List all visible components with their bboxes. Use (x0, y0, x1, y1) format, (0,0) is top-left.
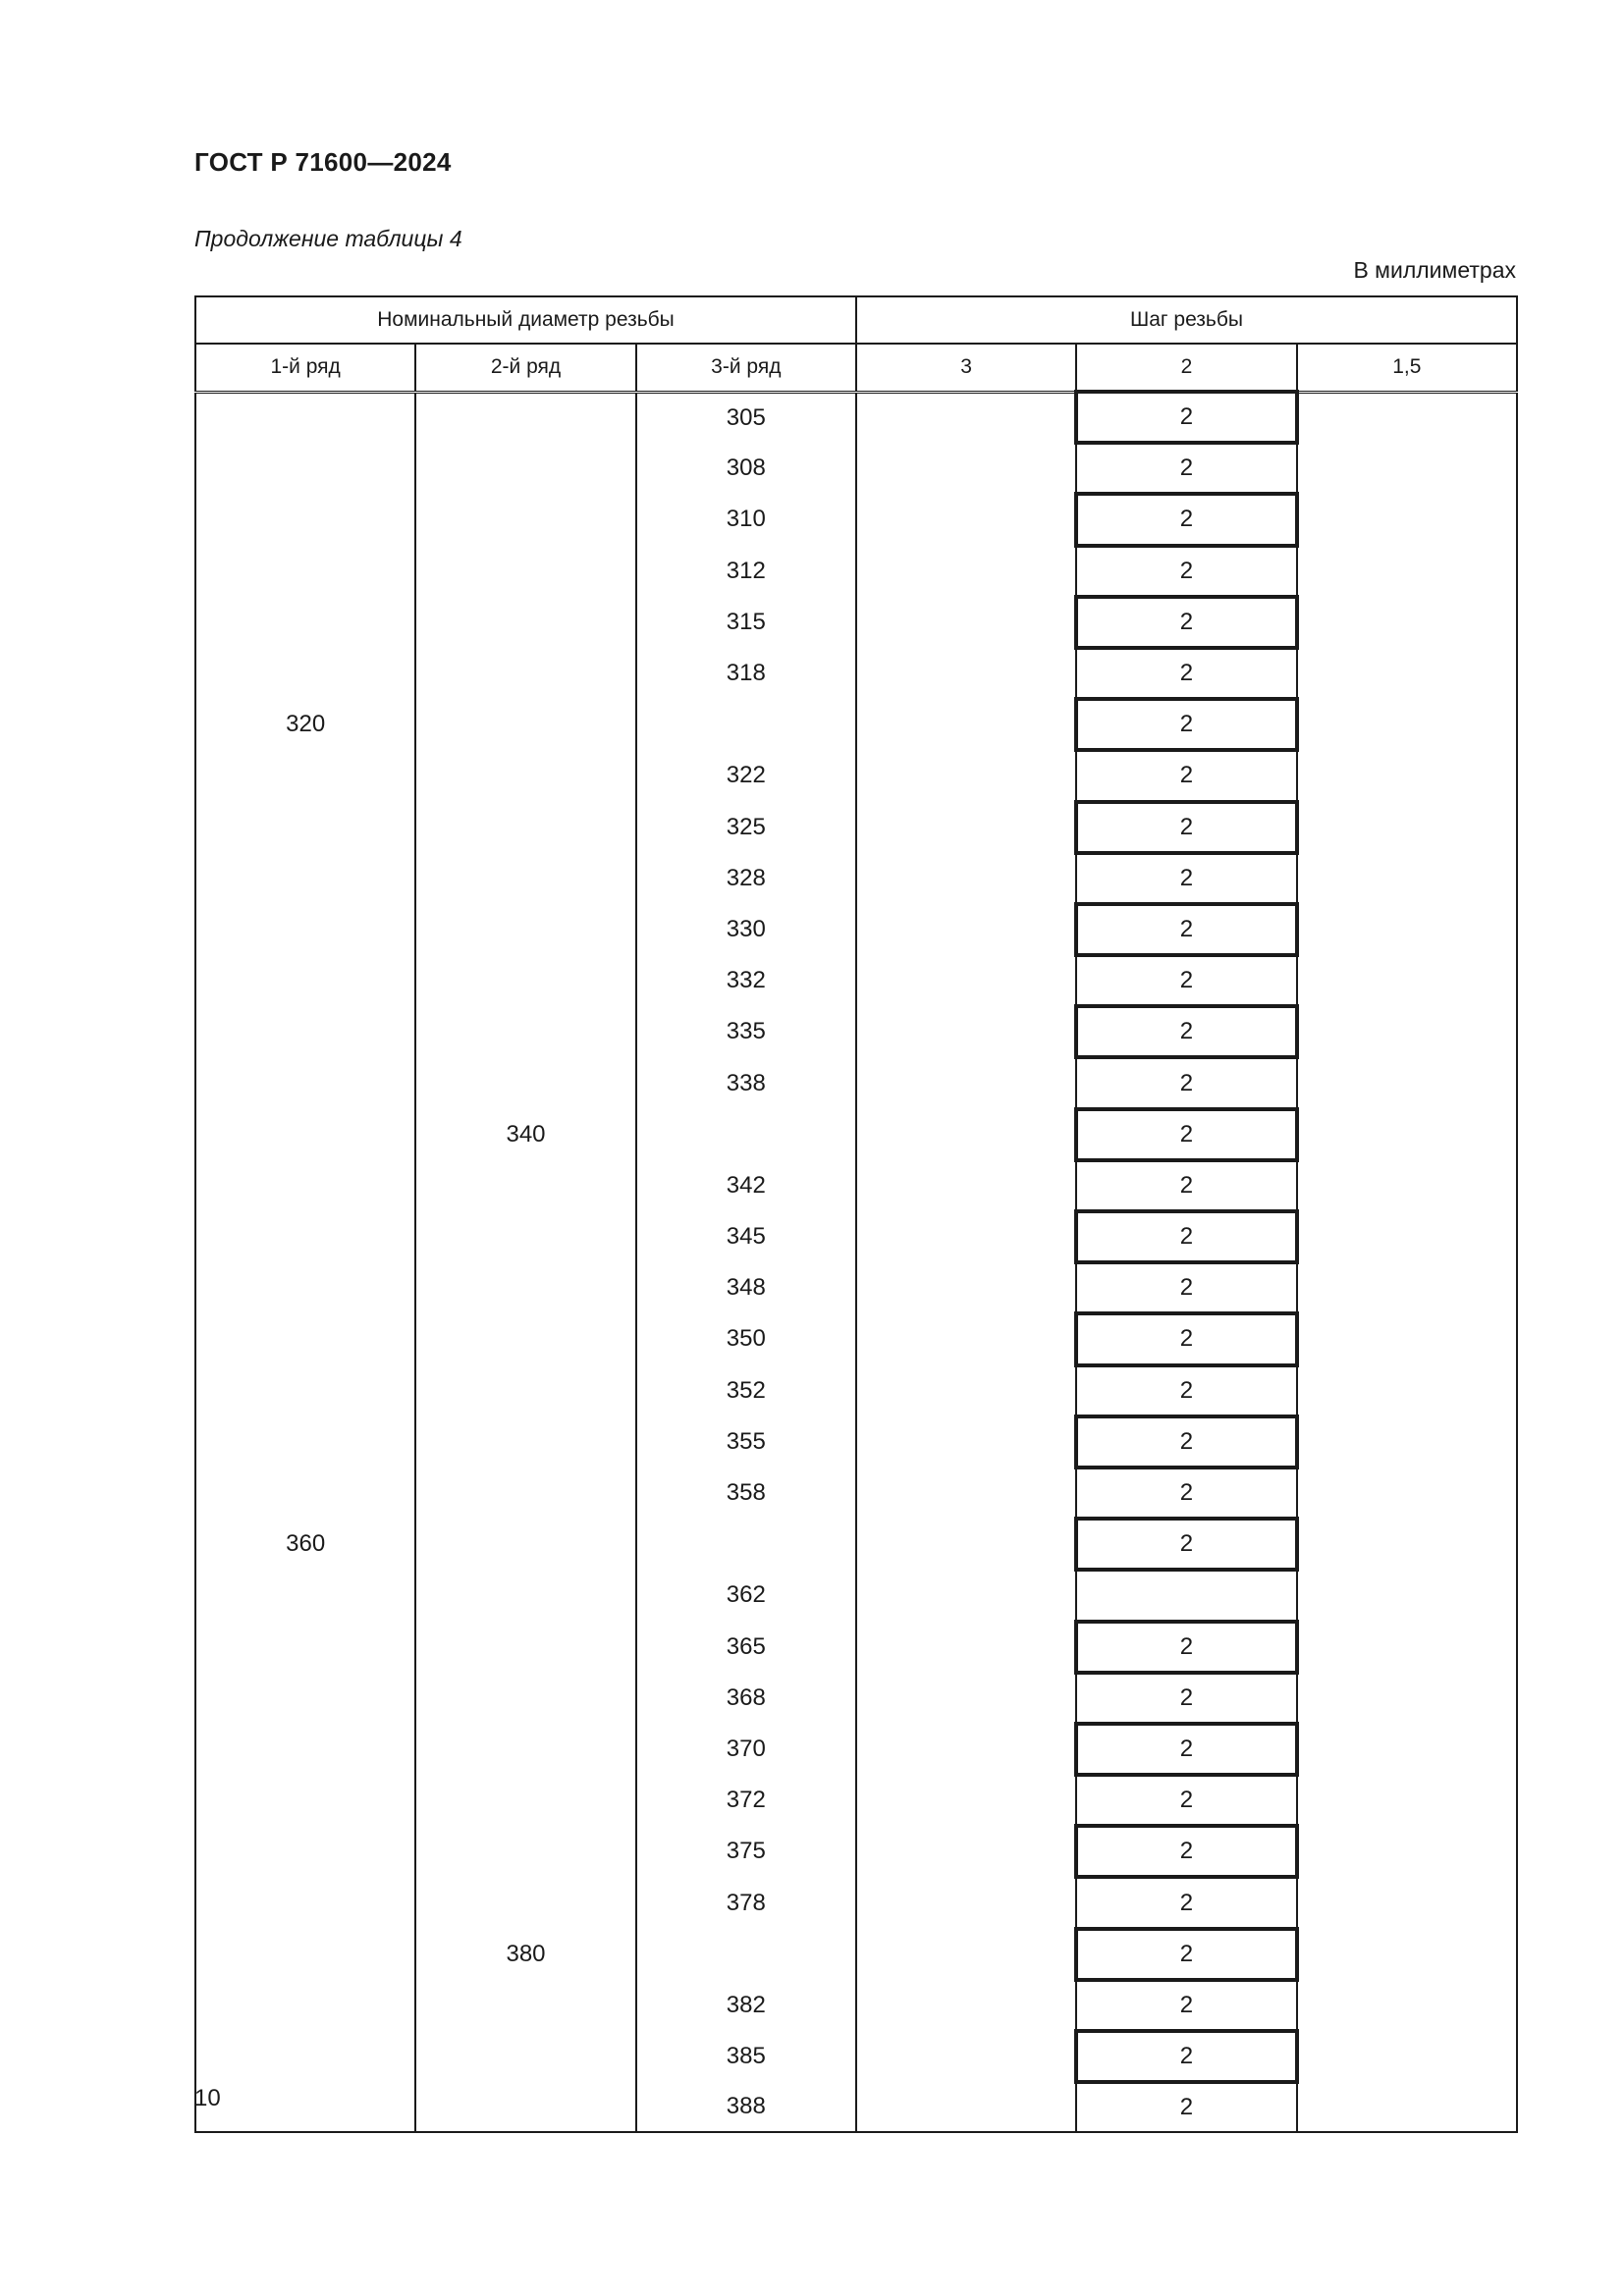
page-number: 10 (194, 2085, 221, 2111)
cell-row-3: 348 (636, 1262, 856, 1313)
cell-pitch-3 (856, 494, 1076, 545)
cell-row-2 (415, 1211, 635, 1262)
cell-row-1 (195, 1313, 415, 1364)
cell-pitch-2: 2 (1076, 1468, 1296, 1519)
cell-pitch-1-5 (1297, 955, 1517, 1006)
cell-row-3: 308 (636, 443, 856, 494)
cell-pitch-2: 2 (1076, 392, 1296, 443)
units-note: В миллиметрах (1353, 257, 1516, 283)
cell-pitch-3 (856, 1057, 1076, 1108)
cell-pitch-3 (856, 546, 1076, 597)
cell-row-1: 320 (195, 699, 415, 750)
cell-pitch-1-5 (1297, 1724, 1517, 1775)
cell-pitch-2: 2 (1076, 1313, 1296, 1364)
document-code: ГОСТ Р 71600—2024 (194, 147, 452, 177)
cell-row-1 (195, 1365, 415, 1416)
cell-row-2: 340 (415, 1109, 635, 1160)
table-row (195, 2031, 1517, 2082)
cell-pitch-1-5 (1297, 1570, 1517, 1621)
table-row (195, 2082, 1517, 2132)
cell-row-1 (195, 1929, 415, 1980)
cell-pitch-1-5 (1297, 1211, 1517, 1262)
cell-row-1 (195, 1877, 415, 1928)
cell-row-2 (415, 1160, 635, 1211)
cell-row-1 (195, 1006, 415, 1057)
cell-pitch-2: 2 (1076, 648, 1296, 699)
table-row (195, 1724, 1517, 1775)
cell-row-1 (195, 392, 415, 443)
cell-pitch-3 (856, 1211, 1076, 1262)
cell-row-2 (415, 597, 635, 648)
cell-row-1 (195, 1570, 415, 1621)
cell-pitch-3 (856, 1724, 1076, 1775)
cell-pitch-3 (856, 1673, 1076, 1724)
cell-pitch-1-5 (1297, 699, 1517, 750)
cell-row-2 (415, 1826, 635, 1877)
cell-row-2 (415, 494, 635, 545)
table-row (195, 1160, 1517, 1211)
cell-row-2 (415, 392, 635, 443)
cell-row-3: 355 (636, 1416, 856, 1468)
cell-pitch-1-5 (1297, 1057, 1517, 1108)
cell-pitch-2: 2 (1076, 1673, 1296, 1724)
cell-row-3: 345 (636, 1211, 856, 1262)
cell-row-3: 375 (636, 1826, 856, 1877)
cell-pitch-2: 2 (1076, 443, 1296, 494)
cell-pitch-1-5 (1297, 802, 1517, 853)
cell-row-2 (415, 904, 635, 955)
cell-row-3: 358 (636, 1468, 856, 1519)
cell-row-2 (415, 1570, 635, 1621)
cell-row-1 (195, 1468, 415, 1519)
table-row (195, 494, 1517, 545)
cell-row-2 (415, 1877, 635, 1928)
cell-row-2 (415, 443, 635, 494)
cell-row-2 (415, 1057, 635, 1108)
cell-row-2 (415, 1622, 635, 1673)
cell-pitch-3 (856, 1980, 1076, 2031)
table-row (195, 1416, 1517, 1468)
cell-row-2 (415, 1262, 635, 1313)
cell-row-1 (195, 1262, 415, 1313)
cell-row-1 (195, 955, 415, 1006)
cell-row-2 (415, 1519, 635, 1570)
cell-row-2 (415, 1006, 635, 1057)
table-column-header-row (195, 344, 1517, 392)
cell-pitch-3 (856, 1877, 1076, 1928)
table-row (195, 802, 1517, 853)
cell-pitch-2: 2 (1076, 1416, 1296, 1468)
cell-pitch-3 (856, 2031, 1076, 2082)
cell-pitch-2: 2 (1076, 1211, 1296, 1262)
cell-row-3: 388 (636, 2082, 856, 2132)
cell-pitch-2: 2 (1076, 1929, 1296, 1980)
column-header-row-1: 1-й ряд (195, 344, 415, 392)
cell-pitch-3 (856, 699, 1076, 750)
cell-row-3: 332 (636, 955, 856, 1006)
cell-row-2 (415, 1365, 635, 1416)
cell-pitch-2: 2 (1076, 1980, 1296, 2031)
cell-row-1 (195, 1211, 415, 1262)
cell-row-1 (195, 1673, 415, 1724)
cell-pitch-1-5 (1297, 1109, 1517, 1160)
column-header-pitch-1-5: 1,5 (1297, 344, 1517, 392)
group-header-thread-pitch: Шаг резьбы (856, 296, 1517, 344)
cell-pitch-3 (856, 1468, 1076, 1519)
cell-pitch-3 (856, 904, 1076, 955)
cell-pitch-3 (856, 1622, 1076, 1673)
cell-row-1 (195, 443, 415, 494)
cell-pitch-1-5 (1297, 648, 1517, 699)
cell-row-3: 350 (636, 1313, 856, 1364)
cell-row-3: 352 (636, 1365, 856, 1416)
cell-pitch-1-5 (1297, 904, 1517, 955)
cell-row-3 (636, 699, 856, 750)
cell-row-3: 305 (636, 392, 856, 443)
cell-pitch-2: 2 (1076, 904, 1296, 955)
table-row (195, 1570, 1517, 1621)
cell-pitch-3 (856, 1416, 1076, 1468)
cell-pitch-1-5 (1297, 750, 1517, 801)
cell-pitch-1-5 (1297, 1468, 1517, 1519)
table-row (195, 1775, 1517, 1826)
table-row (195, 1673, 1517, 1724)
table-row (195, 1622, 1517, 1673)
cell-pitch-2: 2 (1076, 1160, 1296, 1211)
cell-pitch-2: 2 (1076, 2082, 1296, 2132)
cell-row-3: 362 (636, 1570, 856, 1621)
cell-pitch-3 (856, 1313, 1076, 1364)
cell-pitch-1-5 (1297, 1313, 1517, 1364)
cell-pitch-3 (856, 955, 1076, 1006)
cell-pitch-3 (856, 1929, 1076, 1980)
cell-pitch-1-5 (1297, 1006, 1517, 1057)
cell-pitch-2: 2 (1076, 1622, 1296, 1673)
cell-row-3: 322 (636, 750, 856, 801)
cell-pitch-1-5 (1297, 546, 1517, 597)
cell-pitch-2 (1076, 1570, 1296, 1621)
cell-pitch-2: 2 (1076, 1877, 1296, 1928)
column-header-row-2: 2-й ряд (415, 344, 635, 392)
cell-pitch-1-5 (1297, 1673, 1517, 1724)
cell-pitch-3 (856, 1775, 1076, 1826)
cell-row-2 (415, 648, 635, 699)
cell-pitch-2: 2 (1076, 1365, 1296, 1416)
cell-row-3: 325 (636, 802, 856, 853)
cell-pitch-3 (856, 1519, 1076, 1570)
cell-row-2 (415, 1775, 635, 1826)
cell-pitch-3 (856, 2082, 1076, 2132)
cell-pitch-3 (856, 1262, 1076, 1313)
cell-row-3: 382 (636, 1980, 856, 2031)
cell-row-3: 378 (636, 1877, 856, 1928)
cell-row-3: 365 (636, 1622, 856, 1673)
cell-pitch-2: 2 (1076, 597, 1296, 648)
cell-pitch-3 (856, 597, 1076, 648)
cell-pitch-1-5 (1297, 1826, 1517, 1877)
cell-pitch-3 (856, 648, 1076, 699)
cell-row-1 (195, 1724, 415, 1775)
cell-row-2 (415, 2031, 635, 2082)
cell-row-1 (195, 1775, 415, 1826)
table-row (195, 597, 1517, 648)
cell-pitch-1-5 (1297, 1775, 1517, 1826)
cell-pitch-2: 2 (1076, 1262, 1296, 1313)
cell-row-1: 360 (195, 1519, 415, 1570)
cell-pitch-1-5 (1297, 494, 1517, 545)
cell-pitch-1-5 (1297, 1622, 1517, 1673)
cell-row-1 (195, 904, 415, 955)
table-row (195, 750, 1517, 801)
cell-pitch-1-5 (1297, 392, 1517, 443)
cell-pitch-2: 2 (1076, 802, 1296, 853)
group-header-nominal-diameter: Номинальный диаметр резьбы (195, 296, 856, 344)
cell-pitch-2: 2 (1076, 853, 1296, 904)
table-row (195, 955, 1517, 1006)
cell-row-3: 315 (636, 597, 856, 648)
cell-row-3: 372 (636, 1775, 856, 1826)
cell-row-3: 370 (636, 1724, 856, 1775)
table-row (195, 1313, 1517, 1364)
cell-row-3: 335 (636, 1006, 856, 1057)
thread-pitch-table (194, 295, 1518, 2133)
table-row (195, 1365, 1517, 1416)
cell-pitch-2: 2 (1076, 1775, 1296, 1826)
cell-pitch-2: 2 (1076, 750, 1296, 801)
table-row (195, 1929, 1517, 1980)
cell-row-1 (195, 750, 415, 801)
table-body (195, 392, 1517, 2132)
cell-pitch-2: 2 (1076, 955, 1296, 1006)
cell-pitch-2: 2 (1076, 1006, 1296, 1057)
cell-pitch-3 (856, 1006, 1076, 1057)
cell-pitch-3 (856, 1826, 1076, 1877)
cell-pitch-3 (856, 1160, 1076, 1211)
table-row (195, 1980, 1517, 2031)
cell-row-3: 330 (636, 904, 856, 955)
cell-row-1 (195, 1109, 415, 1160)
table-caption: Продолжение таблицы 4 (194, 226, 462, 251)
cell-row-2 (415, 955, 635, 1006)
table-row (195, 1826, 1517, 1877)
cell-row-3: 385 (636, 2031, 856, 2082)
table-row (195, 853, 1517, 904)
table-row (195, 904, 1517, 955)
cell-pitch-1-5 (1297, 2031, 1517, 2082)
cell-row-2 (415, 1468, 635, 1519)
cell-pitch-1-5 (1297, 443, 1517, 494)
table-row (195, 1519, 1517, 1570)
cell-pitch-2: 2 (1076, 1109, 1296, 1160)
cell-row-1 (195, 1826, 415, 1877)
table-row (195, 1877, 1517, 1928)
cell-row-2 (415, 750, 635, 801)
cell-row-2 (415, 1673, 635, 1724)
column-header-row-3: 3-й ряд (636, 344, 856, 392)
table-row (195, 648, 1517, 699)
cell-pitch-3 (856, 1365, 1076, 1416)
column-header-pitch-2: 2 (1076, 344, 1296, 392)
cell-pitch-1-5 (1297, 597, 1517, 648)
cell-row-1 (195, 494, 415, 545)
cell-pitch-3 (856, 1109, 1076, 1160)
cell-row-3: 338 (636, 1057, 856, 1108)
cell-pitch-3 (856, 853, 1076, 904)
cell-row-1 (195, 648, 415, 699)
cell-pitch-1-5 (1297, 1519, 1517, 1570)
table-row (195, 699, 1517, 750)
cell-pitch-2: 2 (1076, 546, 1296, 597)
cell-pitch-2: 2 (1076, 2031, 1296, 2082)
cell-pitch-2: 2 (1076, 699, 1296, 750)
cell-row-3 (636, 1929, 856, 1980)
cell-pitch-1-5 (1297, 1416, 1517, 1468)
cell-row-2 (415, 853, 635, 904)
table-row (195, 1468, 1517, 1519)
cell-row-3: 312 (636, 546, 856, 597)
cell-pitch-1-5 (1297, 1365, 1517, 1416)
cell-row-1 (195, 1160, 415, 1211)
cell-row-1 (195, 2082, 415, 2132)
cell-row-2 (415, 699, 635, 750)
cell-pitch-2: 2 (1076, 1826, 1296, 1877)
table-row (195, 1109, 1517, 1160)
cell-pitch-1-5 (1297, 1980, 1517, 2031)
table-row (195, 392, 1517, 443)
cell-pitch-2: 2 (1076, 1057, 1296, 1108)
cell-row-1 (195, 597, 415, 648)
cell-pitch-3 (856, 802, 1076, 853)
cell-row-3: 342 (636, 1160, 856, 1211)
cell-row-2: 380 (415, 1929, 635, 1980)
cell-row-2 (415, 546, 635, 597)
table-group-header-row (195, 296, 1517, 344)
table-row (195, 1006, 1517, 1057)
cell-row-3: 310 (636, 494, 856, 545)
cell-row-2 (415, 2082, 635, 2132)
cell-pitch-3 (856, 750, 1076, 801)
cell-row-2 (415, 1313, 635, 1364)
cell-row-2 (415, 1724, 635, 1775)
cell-row-1 (195, 1057, 415, 1108)
column-header-pitch-3: 3 (856, 344, 1076, 392)
cell-row-2 (415, 802, 635, 853)
cell-pitch-1-5 (1297, 1877, 1517, 1928)
cell-pitch-2: 2 (1076, 1724, 1296, 1775)
cell-pitch-1-5 (1297, 853, 1517, 904)
cell-row-3: 368 (636, 1673, 856, 1724)
cell-pitch-2: 2 (1076, 1519, 1296, 1570)
cell-row-1 (195, 1416, 415, 1468)
cell-pitch-1-5 (1297, 1929, 1517, 1980)
table-row (195, 1262, 1517, 1313)
cell-row-1 (195, 1980, 415, 2031)
cell-pitch-3 (856, 1570, 1076, 1621)
cell-row-3: 318 (636, 648, 856, 699)
cell-pitch-1-5 (1297, 1160, 1517, 1211)
cell-row-2 (415, 1416, 635, 1468)
cell-row-3 (636, 1109, 856, 1160)
cell-row-3 (636, 1519, 856, 1570)
table-row (195, 1211, 1517, 1262)
table-row (195, 1057, 1517, 1108)
cell-row-1 (195, 802, 415, 853)
table-row (195, 443, 1517, 494)
cell-row-1 (195, 853, 415, 904)
cell-row-1 (195, 2031, 415, 2082)
cell-pitch-3 (856, 443, 1076, 494)
cell-row-1 (195, 1622, 415, 1673)
cell-pitch-1-5 (1297, 1262, 1517, 1313)
cell-pitch-2: 2 (1076, 494, 1296, 545)
cell-row-3: 328 (636, 853, 856, 904)
cell-row-2 (415, 1980, 635, 2031)
table-row (195, 546, 1517, 597)
cell-row-1 (195, 546, 415, 597)
cell-pitch-1-5 (1297, 2082, 1517, 2132)
cell-pitch-3 (856, 392, 1076, 443)
